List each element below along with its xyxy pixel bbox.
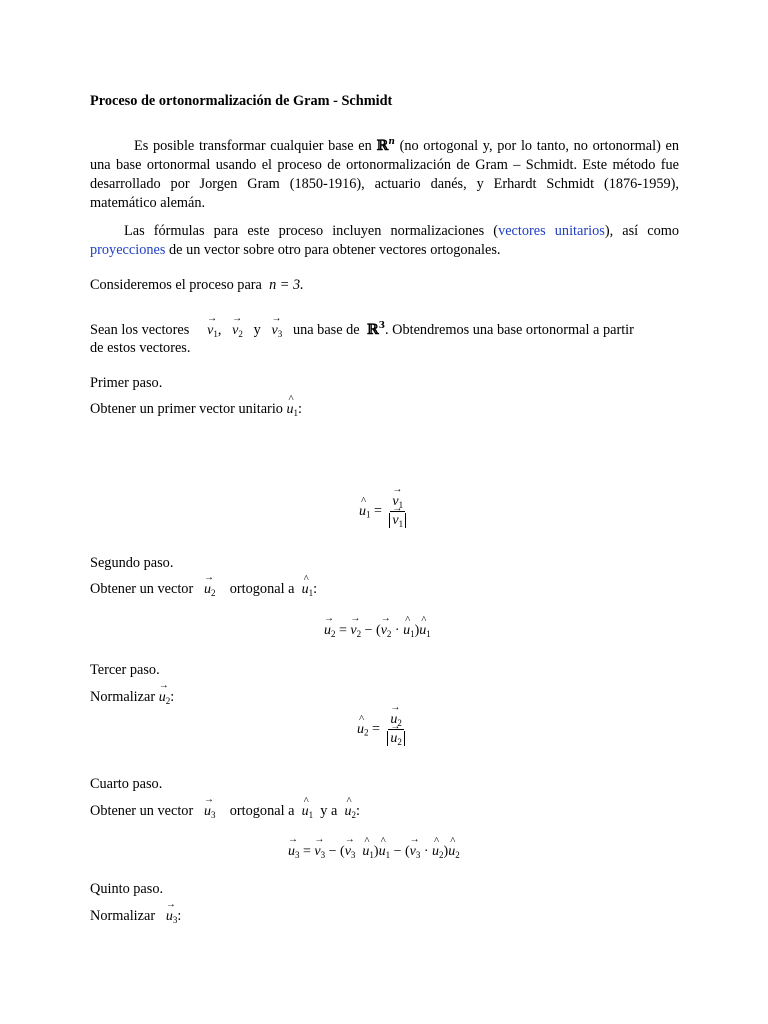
- u2-vec-symbol-2: → $u_2$: [159, 690, 171, 705]
- u2-hat-symbol: ^ $u_2$: [345, 804, 357, 819]
- step3-title: Tercer paso.: [90, 662, 160, 678]
- step5-text: Normalizar → $u_3$:: [90, 908, 181, 925]
- real-space-symbol: ℝ$^n$: [376, 137, 395, 154]
- formula-u2: → $u_2$ = → $v_2$ − (→ $v_2$ · ^ $u_1)\^{}$ $u_1$: [324, 623, 431, 639]
- intro-paragraph-2: [90, 222, 679, 260]
- step4-text: Obtener un vector → $u_3$ ortogonal a ^ $u_1$ y a ^ $u_2$:: [90, 803, 360, 820]
- intro-p2-b: ), así como: [604, 223, 679, 239]
- link-vectores-unitarios[interactable]: vectores unitarios: [498, 223, 605, 239]
- step4-title: Cuarto paso.: [90, 776, 163, 792]
- document-title: Proceso de ortonormalización de Gram - Schmidt: [90, 93, 393, 109]
- intro-p2-c: de un vector sobre otro para obtener vectores ortogonales.: [165, 242, 501, 258]
- step2-text: Obtener un vector → $u_2$ ortogonal a ^ $u_1$:: [90, 581, 317, 598]
- u3-vec-symbol-2: → $u_3$: [166, 909, 178, 924]
- formula-u1: ^ $u_1$ = → $v_1$ → $v_1$: [359, 494, 406, 529]
- sean-line-2: de estos vectores.: [90, 340, 191, 356]
- consider-line: Consideremos el proceso para n = 3.: [90, 277, 304, 293]
- r3-symbol: ℝ$^3$: [366, 321, 385, 338]
- step2-title: Segundo paso.: [90, 555, 174, 571]
- v1-symbol: → $v_1$: [207, 323, 218, 338]
- intro-p1-a: Es posible transformar cualquier base en: [134, 138, 372, 154]
- step1-title: Primer paso.: [90, 375, 163, 391]
- u2-vec-symbol: → $u_2$: [204, 582, 216, 597]
- step5-title: Quinto paso.: [90, 881, 164, 897]
- u1-hat-symbol-2: ^ $u_1$: [302, 582, 314, 597]
- formula-u2-hat: ^ $u_2$ = → $u_2$ → $u_2$: [357, 712, 405, 747]
- intro-p1-b: (no ortogonal y, por lo tanto, no ortonormal) en una base ortonormal usando el proceso de ortonormalización de Gram – Schmidt. Este método fue desarrollado por Jorgen Gram (1850-1916), actuario danés, y Erhardt Schmidt (1876-1959), matemático alemán.: [90, 138, 680, 211]
- n-equals-3: n = 3.: [269, 277, 304, 293]
- formula-u3: → $u_3$ = → $v_3$ − (→ $v_3$ ^ $u_1)\^{}$ $u_1$ − (→ $v_3$ · ^ $u_2)\^{}$ $u_2$: [288, 844, 460, 860]
- u1-hat-symbol: ^ $u_1$: [287, 402, 299, 417]
- intro-paragraph-1: [90, 133, 679, 213]
- u1-hat-symbol-3: ^ $u_1$: [302, 804, 314, 819]
- link-proyecciones[interactable]: proyecciones: [90, 242, 166, 258]
- v2-symbol: → $v_2$: [232, 323, 243, 338]
- sean-line: Sean los vectores → $v_1$, → $v_2$ $y \to v_3$ una base de ℝ$^3$. Obtendremos una base ortonormal a partir: [90, 321, 634, 339]
- v3-symbol: → $v_3$: [272, 323, 283, 338]
- step3-text: Normalizar → $u_2$:: [90, 689, 174, 706]
- intro-p2-a: Las fórmulas para este proceso incluyen normalizaciones (: [124, 223, 499, 239]
- step1-text: Obtener un primer vector unitario ^ $u_1$:: [90, 401, 302, 418]
- u3-vec-symbol: → $u_3$: [204, 804, 216, 819]
